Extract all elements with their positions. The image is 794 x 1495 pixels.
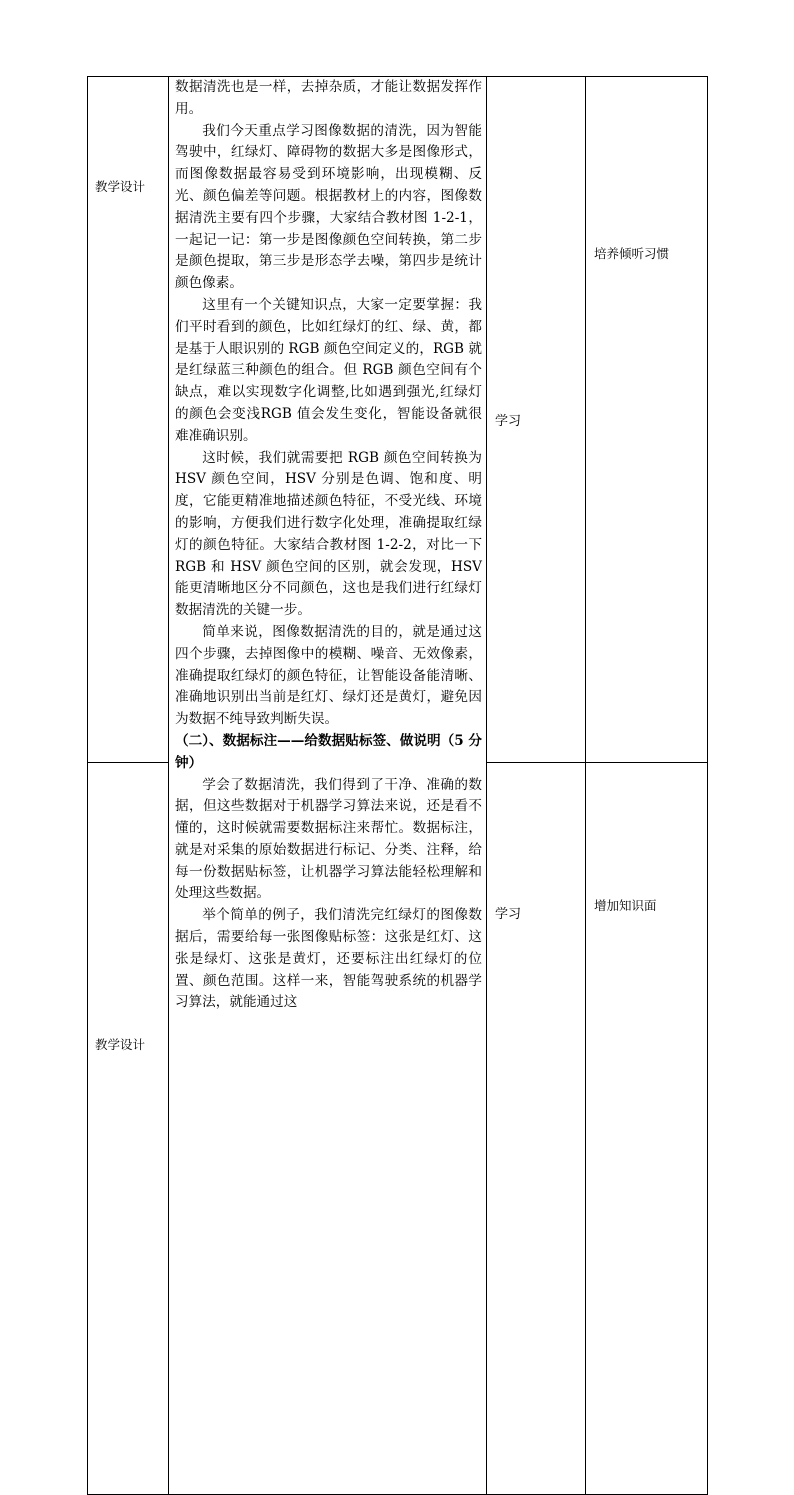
content-paragraph: 学会了数据清洗，我们得到了干净、准确的数据，但这些数据对于机器学习算法来说，还是看不懂的，这时候就需要数据标注来帮忙。数据标注，就是对采集的原始数据进行标记、分类、注释，给每一份数据贴标签，让机器学习算法能轻松理解和处理这些数据。 (175, 776, 482, 902)
content-paragraph: 这时候，我们就需要把 RGB 颜色空间转换为 HSV 颜色空间，HSV 分别是色调、饱和度、明度，它能更精准地描述颜色特征，不受光线、环境的影响，方便我们进行数字化处理，准确提取红绿灯的颜色特征。大家结合教材图 1-2-2，对比一下 RGB 和 HSV 颜色空间的区别，就会发现，HSV 能更清晰地区分不同颜色，这也是我们进行红绿灯数据清洗的关键一步。 (175, 449, 482, 619)
content-paragraph: 简单来说，图像数据清洗的目的，就是通过这四个步骤，去掉图像中的模糊、噪音、无效像素，准确提取红绿灯的颜色特征，让智能设备能清晰、准确地识别出当前是红灯、绿灯还是黄灯，避免因为数据不纯导致判断失误。 (175, 623, 482, 728)
section-heading: （二）、数据标注——给数据贴标签、做说明（5 分钟） (175, 732, 482, 771)
content-paragraph: 我们今天重点学习图像数据的清洗，因为智能驾驶中，红绿灯、障碍物的数据大多是图像形式，而图像数据最容易受到环境影响，出现模糊、反光、颜色偏差等问题。根据教材上的内容，图像数据清洗主要有四个步骤，大家结合教材图 1-2-1，一起记一记：第一步是图像颜色空间转换，第二步是颜色提取，第三步是形态学去噪，第四步是统计颜色像素。 (175, 122, 482, 292)
teaching-content-cell (169, 77, 487, 1495)
design-intent-cell: 培养倾听习惯 (586, 77, 708, 763)
content-paragraph: 举个简单的例子，我们清洗完红绿灯的图像数据后，需要给每一张图像贴标签：这张是红灯、这张是绿灯、这张是黄灯，还要标注出红绿灯的位置、颜色范围。这样一来，智能驾驶系统的机器学习算法，就能通过这 (175, 907, 482, 1011)
design-intent-cell: 增加知识面 (586, 763, 708, 1495)
table-row (88, 77, 708, 763)
section-label: 教学设计 (88, 763, 169, 1495)
lesson-plan-table (87, 76, 708, 1495)
content-paragraph: 数据清洗也是一样，去掉杂质，才能让数据发挥作用。 (175, 79, 482, 117)
section-label: 教学设计 (88, 77, 169, 763)
content-paragraph: 这里有一个关键知识点，大家一定要掌握：我们平时看到的颜色，比如红绿灯的红、绿、黄，都是基于人眼识别的 RGB 颜色空间定义的，RGB 就是红绿蓝三种颜色的组合。但 RGB 颜色空间有个缺点，难以实现数字化调整,比如遇到强光,红绿灯的颜色会变浅RGB 值会发生变化，智能设备就很难准确识别。 (175, 296, 482, 444)
student-activity-cell: 学习 (487, 763, 586, 1495)
student-activity-cell: 学习 (487, 77, 586, 763)
